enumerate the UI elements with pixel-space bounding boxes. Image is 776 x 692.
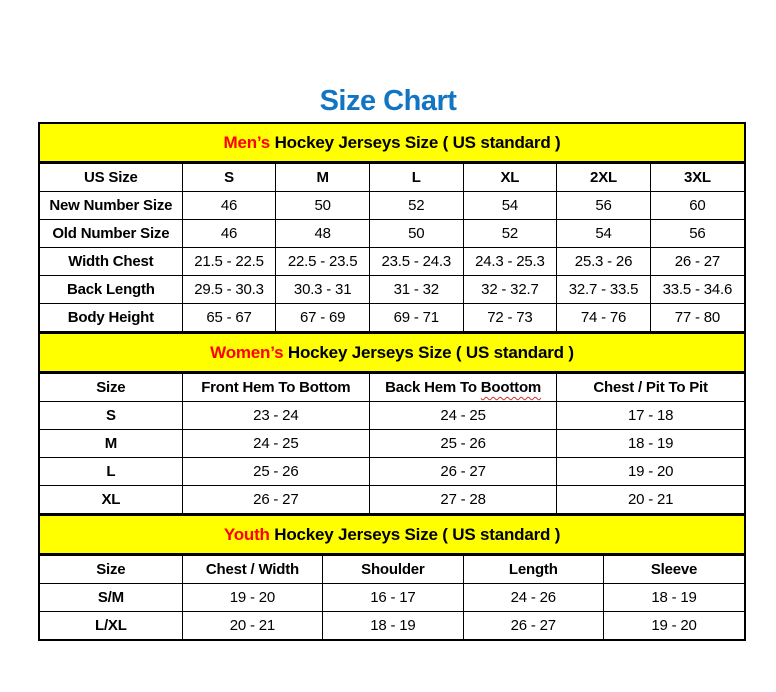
- size-value-cell: 56: [650, 220, 744, 248]
- youth-table: [40, 555, 744, 639]
- section-women: [40, 332, 744, 514]
- row-label: Old Number Size: [40, 220, 182, 248]
- column-header: Shoulder: [323, 556, 463, 584]
- size-value-cell: 52: [369, 192, 463, 220]
- column-header: Sleeve: [604, 556, 744, 584]
- size-value-cell: 17 - 18: [557, 402, 744, 430]
- size-value-cell: 24 - 25: [182, 430, 369, 458]
- men-table-row: [40, 248, 744, 276]
- youth-band-text: Hockey Jerseys Size ( US standard ): [269, 524, 561, 544]
- men-table-row: [40, 192, 744, 220]
- size-value-cell: 74 - 76: [557, 304, 651, 332]
- size-value-cell: 23.5 - 24.3: [369, 248, 463, 276]
- size-value-cell: 60: [650, 192, 744, 220]
- size-value-cell: 24 - 25: [369, 402, 556, 430]
- size-value-cell: 65 - 67: [182, 304, 276, 332]
- column-header: Length: [463, 556, 603, 584]
- size-value-cell: 72 - 73: [463, 304, 557, 332]
- size-value-cell: 19 - 20: [557, 458, 744, 486]
- size-value-cell: 25.3 - 26: [557, 248, 651, 276]
- size-value-cell: 18 - 19: [604, 584, 744, 612]
- size-value-cell: 32 - 32.7: [463, 276, 557, 304]
- size-value-cell: 18 - 19: [323, 612, 463, 640]
- men-band-text: Hockey Jerseys Size ( US standard ): [270, 132, 561, 152]
- size-value-cell: 29.5 - 30.3: [182, 276, 276, 304]
- row-label: Body Height: [40, 304, 182, 332]
- section-men: [40, 124, 744, 332]
- size-value-cell: 56: [557, 192, 651, 220]
- women-table: [40, 373, 744, 514]
- size-value-cell: 25 - 26: [369, 430, 556, 458]
- size-value-cell: 22.5 - 23.5: [276, 248, 370, 276]
- column-header: 3XL: [650, 164, 744, 192]
- size-value-cell: 30.3 - 31: [276, 276, 370, 304]
- size-value-cell: 19 - 20: [604, 612, 744, 640]
- size-value-cell: 25 - 26: [182, 458, 369, 486]
- size-value-cell: 46: [182, 192, 276, 220]
- row-label: S: [40, 402, 182, 430]
- size-value-cell: 52: [463, 220, 557, 248]
- row-label: S/M: [40, 584, 182, 612]
- youth-header-row: [40, 556, 744, 584]
- size-value-cell: 50: [369, 220, 463, 248]
- size-value-cell: 46: [182, 220, 276, 248]
- men-band-highlight: Men’s: [223, 132, 271, 152]
- column-header: Size: [40, 374, 182, 402]
- size-value-cell: 24.3 - 25.3: [463, 248, 557, 276]
- youth-band-highlight: Youth: [223, 524, 270, 544]
- spellcheck-underline: Boottom: [480, 379, 542, 396]
- size-value-cell: 48: [276, 220, 370, 248]
- column-header: Chest / Pit To Pit: [557, 374, 744, 402]
- size-value-cell: 54: [557, 220, 651, 248]
- youth-table-row: [40, 584, 744, 612]
- row-label: Width Chest: [40, 248, 182, 276]
- women-header-row: [40, 374, 744, 402]
- column-header: L: [369, 164, 463, 192]
- row-label: M: [40, 430, 182, 458]
- women-band-highlight: Women’s: [210, 342, 284, 362]
- size-value-cell: 20 - 21: [182, 612, 322, 640]
- column-header: 2XL: [557, 164, 651, 192]
- youth-table-row: [40, 612, 744, 640]
- column-header: M: [276, 164, 370, 192]
- men-table-row: [40, 220, 744, 248]
- size-value-cell: 32.7 - 33.5: [557, 276, 651, 304]
- column-header: Chest / Width: [182, 556, 322, 584]
- column-header: XL: [463, 164, 557, 192]
- size-value-cell: 21.5 - 22.5: [182, 248, 276, 276]
- row-label: New Number Size: [40, 192, 182, 220]
- size-value-cell: 50: [276, 192, 370, 220]
- men-section-band: [40, 124, 744, 163]
- size-value-cell: 31 - 32: [369, 276, 463, 304]
- size-value-cell: 27 - 28: [369, 486, 556, 514]
- size-value-cell: 24 - 26: [463, 584, 603, 612]
- size-value-cell: 67 - 69: [276, 304, 370, 332]
- size-value-cell: 16 - 17: [323, 584, 463, 612]
- women-section-band: [40, 332, 744, 373]
- size-value-cell: 26 - 27: [182, 486, 369, 514]
- row-label: L: [40, 458, 182, 486]
- men-header-row: [40, 164, 744, 192]
- size-value-cell: 69 - 71: [369, 304, 463, 332]
- women-table-row: [40, 458, 744, 486]
- women-band-text: Hockey Jerseys Size ( US standard ): [283, 342, 574, 362]
- column-header: US Size: [40, 164, 182, 192]
- row-label: XL: [40, 486, 182, 514]
- size-value-cell: 54: [463, 192, 557, 220]
- section-youth: [40, 514, 744, 639]
- women-table-row: [40, 486, 744, 514]
- men-table-row: [40, 276, 744, 304]
- size-value-cell: 18 - 19: [557, 430, 744, 458]
- size-value-cell: 23 - 24: [182, 402, 369, 430]
- column-header: Back Hem To Boottom: [369, 374, 556, 402]
- column-header: Size: [40, 556, 182, 584]
- size-value-cell: 33.5 - 34.6: [650, 276, 744, 304]
- page-title: Size Chart: [319, 85, 457, 118]
- column-header: S: [182, 164, 276, 192]
- women-table-row: [40, 402, 744, 430]
- row-label: L/XL: [40, 612, 182, 640]
- size-value-cell: 26 - 27: [463, 612, 603, 640]
- row-label: Back Length: [40, 276, 182, 304]
- men-table-row: [40, 304, 744, 332]
- men-table: [40, 163, 744, 332]
- size-value-cell: 26 - 27: [650, 248, 744, 276]
- youth-section-band: [40, 514, 744, 555]
- size-value-cell: 19 - 20: [182, 584, 322, 612]
- size-value-cell: 20 - 21: [557, 486, 744, 514]
- column-header: Front Hem To Bottom: [182, 374, 369, 402]
- size-value-cell: 77 - 80: [650, 304, 744, 332]
- size-chart-table: [38, 122, 746, 641]
- size-value-cell: 26 - 27: [369, 458, 556, 486]
- women-table-row: [40, 430, 744, 458]
